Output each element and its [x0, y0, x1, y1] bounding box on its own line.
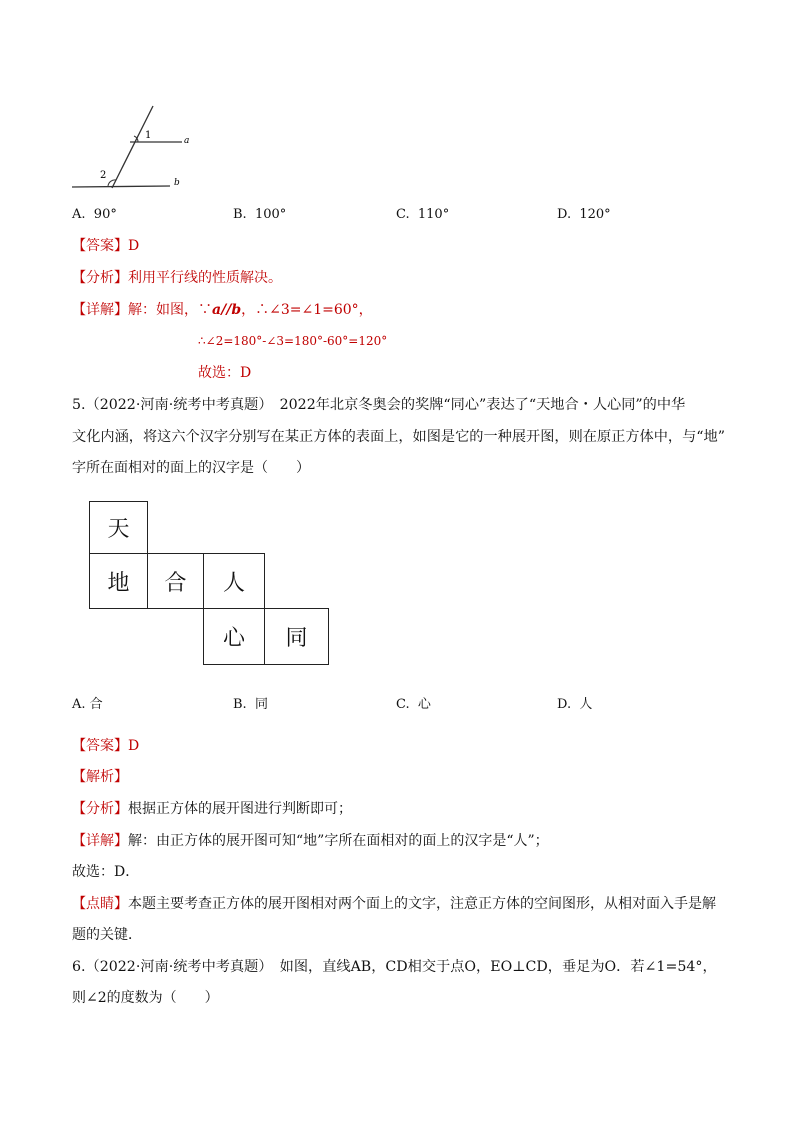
- angle-2-label: 2: [100, 170, 107, 181]
- q5-jiexi: 【解析】: [72, 769, 128, 785]
- q4-analysis: 【分析】利用平行线的性质解决。: [72, 270, 282, 286]
- q4-option-b: B. 100°: [233, 207, 287, 222]
- net-face-xin: 心: [203, 608, 265, 665]
- q4-detail-line3: 故选：D: [198, 365, 252, 381]
- q4-option-a: A. 90°: [72, 207, 117, 222]
- q5-choose: 故选：D．: [72, 864, 140, 880]
- parallel-lines-figure: [70, 100, 210, 192]
- q5-answer: 【答案】D: [72, 738, 140, 754]
- line-a-label: a: [184, 136, 190, 146]
- net-face-tian: 天: [89, 501, 148, 554]
- q5-option-a: A. 合: [72, 697, 103, 712]
- q5-comment: 【点睛】本题主要考查正方体的展开图相对两个面上的文字，注意正方体的空间图形，从相对面入手是解: [72, 896, 716, 912]
- q5-option-d: D. 人: [557, 697, 593, 712]
- line-b-label: b: [174, 178, 180, 188]
- q4-answer: 【答案】D: [72, 238, 140, 254]
- net-face-ren: 人: [203, 553, 265, 609]
- q5-question-line1: 5.（2022·河南·统考中考真题） 2022年北京冬奥会的奖牌“同心”表达了“天地合・人心同”的中华: [72, 397, 686, 413]
- net-face-tong: 同: [264, 608, 329, 665]
- q4-detail: 【详解】解：如图，∵a//b，∴∠3=∠1=60°，: [72, 302, 373, 318]
- q5-analysis: 【分析】根据正方体的展开图进行判断即可；: [72, 801, 352, 817]
- net-face-di: 地: [89, 553, 148, 609]
- angle-1-label: 1: [145, 130, 152, 141]
- transversal-line: [112, 106, 153, 188]
- q4-detail-line2: ∴∠2=180°-∠3=180°-60°=120°: [198, 334, 388, 348]
- line-b: [72, 186, 170, 187]
- q6-question-line1: 6.（2022·河南·统考中考真题） 如图，直线AB，CD相交于点O，EO⊥CD，垂足为O．若∠1=54°，: [72, 959, 717, 975]
- net-face-he: 合: [147, 553, 204, 609]
- q5-option-c: C. 心: [396, 697, 431, 712]
- q6-question-line2: 则∠2的度数为（ ）: [72, 990, 219, 1006]
- q5-question-line2: 文化内涵，将这六个汉字分别写在某正方体的表面上，如图是它的一种展开图，则在原正方体中，与“地”: [72, 429, 725, 445]
- q5-detail: 【详解】解：由正方体的展开图可知“地”字所在面相对的面上的汉字是“人”；: [72, 833, 549, 849]
- q5-option-b: B. 同: [233, 697, 268, 712]
- q4-option-c: C. 110°: [396, 207, 450, 222]
- q5-question-line3: 字所在面相对的面上的汉字是（ ）: [72, 460, 310, 476]
- q4-option-d: D. 120°: [557, 207, 611, 222]
- q5-comment-line2: 题的关键．: [72, 927, 142, 943]
